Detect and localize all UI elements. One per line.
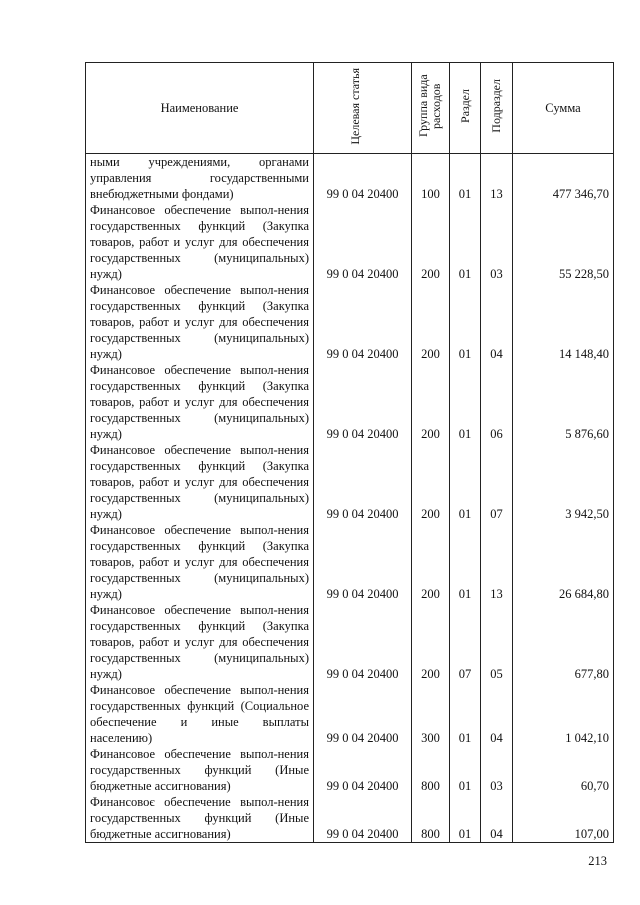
row-target: 99 0 04 20400 [314,362,412,442]
row-subsection: 05 [481,602,513,682]
row-sum: 26 684,80 [513,522,614,602]
table-row [86,362,614,442]
row-section: 07 [450,602,481,682]
header-group: Группа вида расходов [412,63,450,154]
row-sum: 55 228,50 [513,202,614,282]
row-sum: 14 148,40 [513,282,614,362]
row-target: 99 0 04 20400 [314,282,412,362]
row-subsection: 13 [481,154,513,203]
row-target: 99 0 04 20400 [314,202,412,282]
row-name: Финансовое обеспечение выпол-нения государственных функций (Социальное обеспечение и иные выплаты населению) [86,682,314,746]
row-target: 99 0 04 20400 [314,602,412,682]
header-section: Раздел [450,63,481,154]
row-name: Финансовое обеспечение выпол-нения государственных функций (Закупка товаров, работ и услуг для обеспечения государственных (муниципальных) нужд) [86,362,314,442]
row-sum: 1 042,10 [513,682,614,746]
row-name: Финансовое обеспечение выпол-нения государственных функций (Закупка товаров, работ и услуг для обеспечения государственных (муниципальных) нужд) [86,202,314,282]
row-target: 99 0 04 20400 [314,794,412,843]
row-subsection: 07 [481,442,513,522]
row-sum: 477 346,70 [513,154,614,203]
row-subsection: 03 [481,746,513,794]
row-section: 01 [450,442,481,522]
row-group: 200 [412,362,450,442]
header-name: Наименование [86,63,314,154]
row-section: 01 [450,202,481,282]
row-section: 01 [450,522,481,602]
row-name: Финансовое обеспечение выпол-нения государственных функций (Закупка товаров, работ и услуг для обеспечения государственных (муниципальных) нужд) [86,442,314,522]
row-section: 01 [450,746,481,794]
row-subsection: 04 [481,794,513,843]
row-subsection: 06 [481,362,513,442]
row-target: 99 0 04 20400 [314,442,412,522]
header-subsection: Подраздел [481,63,513,154]
table-row [86,794,614,843]
row-group: 200 [412,202,450,282]
row-sum: 3 942,50 [513,442,614,522]
row-group: 800 [412,746,450,794]
row-target: 99 0 04 20400 [314,522,412,602]
row-target: 99 0 04 20400 [314,746,412,794]
table-row [86,746,614,794]
row-name: Финансовое обеспечение выпол-нения государственных функций (Закупка товаров, работ и услуг для обеспечения государственных (муниципальных) нужд) [86,602,314,682]
row-sum: 60,70 [513,746,614,794]
row-group: 200 [412,442,450,522]
row-subsection: 03 [481,202,513,282]
row-target: 99 0 04 20400 [314,154,412,203]
row-section: 01 [450,682,481,746]
table-row [86,154,614,203]
row-name: Финансовое обеспечение выпол-нения государственных функций (Закупка товаров, работ и услуг для обеспечения государственных (муниципальных) нужд) [86,282,314,362]
row-group: 800 [412,794,450,843]
row-group: 200 [412,282,450,362]
table-row [86,602,614,682]
row-sum: 677,80 [513,602,614,682]
row-target: 99 0 04 20400 [314,682,412,746]
row-group: 200 [412,602,450,682]
page-number: 213 [588,854,607,868]
table-header-row [86,63,614,154]
row-group: 100 [412,154,450,203]
table-row [86,522,614,602]
row-name: Финансовое обеспечение выпол-нения государственных функций (Закупка товаров, работ и услуг для обеспечения государственных (муниципальных) нужд) [86,522,314,602]
row-subsection: 13 [481,522,513,602]
header-target: Целевая статья [314,63,412,154]
row-section: 01 [450,362,481,442]
row-section: 01 [450,794,481,843]
row-name: Финансовоє обеспечение выпол-нения государственных функций (Иные бюджетные ассигнования) [86,794,314,843]
row-sum: 5 876,60 [513,362,614,442]
table-row [86,682,614,746]
row-group: 300 [412,682,450,746]
row-name: ными учреждениями, органами управления государственными внебюджетными фондами) [86,154,314,203]
table-row [86,282,614,362]
row-subsection: 04 [481,682,513,746]
header-sum: Сумма [513,63,614,154]
row-section: 01 [450,154,481,203]
table-row [86,442,614,522]
row-group: 200 [412,522,450,602]
row-section: 01 [450,282,481,362]
table-row [86,202,614,282]
budget-table [85,62,614,843]
row-name: Финансовое обеспечение выпол-нения государственных функций (Иные бюджетные ассигнования) [86,746,314,794]
row-sum: 107,00 [513,794,614,843]
row-subsection: 04 [481,282,513,362]
